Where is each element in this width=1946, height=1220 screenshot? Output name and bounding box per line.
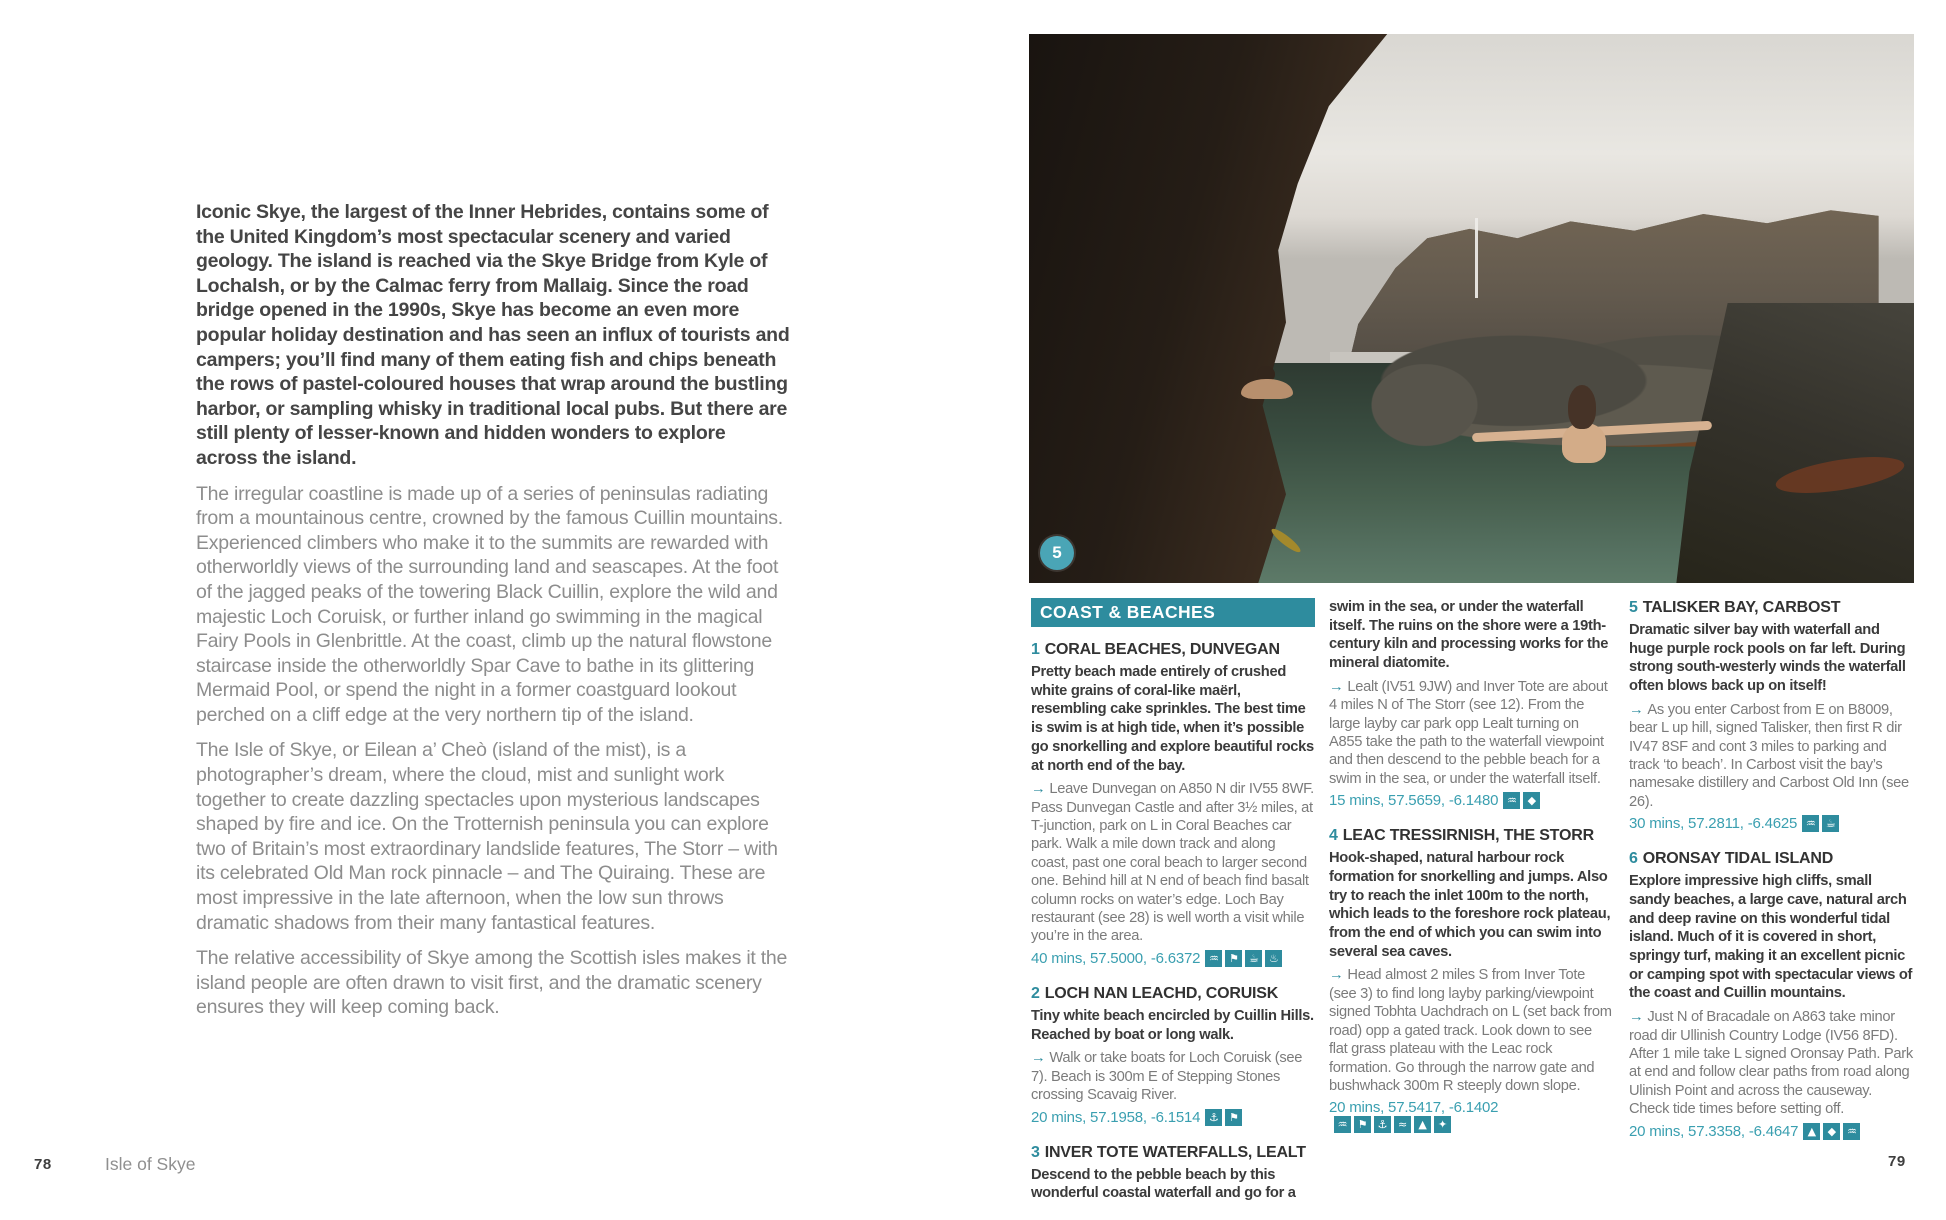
listing-number: 4	[1329, 827, 1338, 845]
canoe-icon: ⚓	[1374, 1116, 1391, 1133]
listing-title-text: INVER TOTE WATERFALLS, LEALT	[1044, 1143, 1306, 1161]
swim-icon: ♒	[1503, 792, 1520, 809]
listings-column-1	[1031, 598, 1315, 1220]
activity-icons	[1503, 792, 1540, 809]
swimmer-male-shoulders	[1241, 379, 1293, 399]
time-coordinates: 30 mins, 57.2811, -6.4625	[1629, 815, 1798, 833]
directions-text: As you enter Carbost from E on B8009, bear L up hill, signed Talisker, then first R dir IV47 8SF and cont 3 miles to parking and track ‘to beach’. In Carbost visit the bay’s namesake distillery and Carbost Old Inn (see 26).	[1629, 701, 1909, 810]
listing-title-text: LEAC TRESSIRNISH, THE STORR	[1342, 827, 1594, 845]
swimmer-female-head	[1568, 385, 1596, 429]
listing-meta	[1629, 815, 1913, 832]
listing-title-text: CORAL BEACHES, DUNVEGAN	[1044, 641, 1280, 658]
directions-text: Lealt (IV51 9JW) and Inver Tote are about 4 miles N of The Storr (see 12). From the large layby car park opp Lealt turning on A855 take the path to the waterfall viewpoint and then descend to the pebble beach for a swim in the sea, or under the waterfall itself.	[1329, 678, 1608, 787]
listing-description: Dramatic silver bay with waterfall and huge purple rock pools on far left. During strong south-westerly winds the waterfall often blows back up on itself!	[1629, 622, 1906, 695]
listing-leac-tressirnish	[1329, 826, 1613, 1133]
listing-directions	[1329, 966, 1613, 1095]
pub-icon: ☕	[1822, 815, 1839, 832]
snorkel-icon: ♒	[1205, 950, 1222, 967]
listing-number: 2	[1031, 984, 1040, 1002]
activity-icons	[1803, 1123, 1860, 1140]
directions-text: Head almost 2 miles S from Inver Tote (see 3) to find long layby parking/viewpoint signed Tobhta Uachdrach on L (set back from road) opp a gated track. Look down to see flat grass plateau with the Leac rock formation. Go through the narrow gate and bushwhack 300m R steeply down slope.	[1329, 967, 1612, 1094]
boat-icon: ⚓	[1205, 1109, 1222, 1126]
time-coordinates: 20 mins, 57.3358, -6.4647	[1629, 1122, 1799, 1140]
activity-icons	[1205, 950, 1282, 967]
listing-meta	[1629, 1123, 1913, 1140]
listing-directions	[1031, 1049, 1315, 1104]
listing-meta	[1031, 950, 1315, 967]
listing-number: 5	[1629, 599, 1638, 616]
photo-number-badge: 5	[1040, 536, 1074, 570]
listing-description: Pretty beach made entirely of crushed white grains of coral-like maërl, resembling cake sprinkles. The best time is swim is at high tide, when it’s possible go snorkelling and explore beautiful rocks at north end of the bay.	[1031, 664, 1314, 774]
page-number-right: 79	[1888, 1153, 1906, 1170]
drink-icon: ♨	[1265, 950, 1282, 967]
section-header: COAST & BEACHES	[1031, 598, 1315, 627]
swimmer-female-torso	[1562, 423, 1606, 463]
arrow-icon: →	[1329, 678, 1344, 695]
listing-title	[1329, 826, 1613, 845]
activity-icons	[1334, 1116, 1451, 1133]
arrow-icon: →	[1031, 1050, 1046, 1067]
listing-title	[1031, 1143, 1315, 1162]
rock-pool-photo	[1029, 34, 1914, 583]
arrow-icon: →	[1629, 701, 1644, 718]
time-coordinates: 20 mins, 57.5417, -6.1402	[1329, 1099, 1499, 1117]
listing-inver-tote-continued	[1329, 598, 1613, 809]
directions-text: Just N of Bracadale on A863 take minor road dir Ullinish Country Lodge (IV56 8FD). After 1 mile take L signed Oronsay Path. Park at end and follow clear paths from road along Ulinish Point and across the causeway. Check tide times before setting off.	[1629, 1009, 1913, 1118]
activity-icons	[1802, 815, 1839, 832]
arrow-icon: →	[1329, 967, 1344, 984]
listing-meta	[1031, 1109, 1315, 1126]
food-icon: ☕	[1245, 950, 1262, 967]
listing-loch-nan-leachd	[1031, 984, 1315, 1126]
intro-text-block	[196, 200, 790, 1031]
arrow-icon: →	[1629, 1009, 1644, 1026]
listing-directions	[1629, 1008, 1913, 1118]
listing-meta	[1329, 792, 1613, 809]
listing-meta	[1329, 1099, 1613, 1133]
kiln-ruins-icon: ◆	[1523, 792, 1540, 809]
swimmer-male	[1237, 366, 1297, 406]
directions-text: Leave Dunvegan on A850 N dir IV55 8WF. Pass Dunvegan Castle and after 3½ miles, at T-junction, park on L in Coral Beaches car park. Walk a mile down track and along coast, past one coral beach to larger second one. Behind hill at N end of beach find basalt column rocks on water’s edge. Loch Bay restaurant (see 28) is well worth a visit while you’re in the area.	[1031, 781, 1314, 945]
cave-icon: ◆	[1823, 1123, 1840, 1140]
listing-title	[1031, 984, 1315, 1003]
scramble-icon: ✦	[1434, 1116, 1451, 1133]
listing-title-text: TALISKER BAY, CARBOST	[1642, 599, 1841, 616]
listing-inver-tote-start	[1031, 1143, 1315, 1203]
camp-icon: ▲	[1803, 1123, 1820, 1140]
listing-oronsay-tidal-island	[1629, 849, 1913, 1139]
listing-description: swim in the sea, or under the waterfall itself. The ruins on the shore were a 19th-century kiln and processing works for the mineral diatomite.	[1329, 599, 1609, 672]
activity-icons	[1205, 1109, 1242, 1126]
page-number-left: 78	[34, 1156, 52, 1173]
listings-column-3	[1629, 598, 1913, 1157]
left-page-footer	[34, 1154, 196, 1174]
listing-directions	[1629, 701, 1913, 811]
listing-title	[1629, 849, 1913, 868]
swim-icon: ♒	[1802, 815, 1819, 832]
listing-description: Hook-shaped, natural harbour rock formation for snorkelling and jumps. Also try to reach the inlet 100m to the north, which leads to the foreshore rock plateau, from the end of which you can swim into several sea caves.	[1329, 850, 1611, 960]
photo-waterfall	[1475, 218, 1478, 298]
swim-icon: ♒	[1334, 1116, 1351, 1133]
listing-number: 6	[1629, 850, 1638, 868]
snorkel-icon: ≈	[1394, 1116, 1411, 1133]
swimmer-female	[1472, 385, 1712, 471]
time-coordinates: 40 mins, 57.5000, -6.6372	[1031, 949, 1201, 967]
listing-directions	[1329, 678, 1613, 788]
intro-paragraph-lead: Iconic Skye, the largest of the Inner Hebrides, contains some of the United Kingdom’s most spectacular scenery and varied geology. The island is reached via the Skye Bridge from Kyle of Lochalsh, or by the Calmac ferry from Mallaig. Since the road bridge opened in the 1990s, Skye has become an even more popular holiday destination and has seen an influx of tourists and campers; you’ll find many of them eating fish and chips beneath the rows of pastel-coloured houses that wrap around the bustling harbor, or sampling whisky in traditional local pubs. But there are still plenty of lesser-known and hidden wonders to explore across the island.	[196, 201, 790, 469]
walk-icon: ⚑	[1354, 1116, 1371, 1133]
chapter-title: Isle of Skye	[105, 1154, 196, 1174]
listing-title-text: LOCH NAN LEACHD, CORUISK	[1044, 984, 1279, 1002]
listings-column-2	[1329, 598, 1613, 1150]
intro-paragraph: The relative accessibility of Skye among the Scottish isles makes it the island people are often drawn to visit first, and the dramatic scenery ensures they will keep coming back.	[196, 947, 788, 1019]
walk-icon: ⚑	[1225, 1109, 1242, 1126]
listing-talisker-bay	[1629, 598, 1913, 832]
time-coordinates: 15 mins, 57.5659, -6.1480	[1329, 792, 1499, 810]
listing-number: 3	[1031, 1143, 1040, 1161]
tide-icon: ♒	[1843, 1123, 1860, 1140]
jump-icon: ▲	[1414, 1116, 1431, 1133]
listing-number: 1	[1031, 641, 1040, 658]
listing-description: Descend to the pebble beach by this wonderful coastal waterfall and go for a	[1031, 1166, 1296, 1202]
listing-description: Explore impressive high cliffs, small sandy beaches, a large cave, natural arch and deep ravine on this wonderful tidal island. Much of it is covered in short, springy turf, making it an excellent picnic or camping spot with spectacular views of the coast and Cuillin mountains.	[1629, 873, 1913, 1002]
directions-text: Walk or take boats for Loch Coruisk (see 7). Beach is 300m E of Stepping Stones crossing Scavaig River.	[1031, 1050, 1303, 1104]
intro-paragraph: The Isle of Skye, or Eilean a’ Cheò (island of the mist), is a photographer’s dream, where the cloud, mist and sunlight work together to create dazzling spectacles upon mysterious landscapes shaped by fire and ice. On the Trotternish peninsula you can explore two of Britain’s most extraordinary landslide features, The Storr – with its celebrated Old Man rock pinnacle – and The Quiraing. These are most impressive in the late afternoon, when the low sun throws dramatic shadows from their many fantastical features.	[196, 739, 778, 934]
listing-title	[1031, 640, 1315, 659]
listing-title	[1629, 598, 1913, 617]
listing-directions	[1031, 780, 1315, 946]
arrow-icon: →	[1031, 781, 1046, 798]
intro-paragraph: The irregular coastline is made up of a series of peninsulas radiating from a mountainous centre, crowned by the famous Cuillin mountains. Experienced climbers who make it to the summits are rewarded with otherworldly views of the surrounding land and seascapes. At the foot of the jagged peaks of the towering Black Cuillin, explore the wild and majestic Loch Coruisk, or further inland go swimming in the magical Fairy Pools in Glenbrittle. At the coast, climb up the natural flowstone staircase inside the otherworldly Spar Cave to bathe in its glittering Mermaid Pool, or spend the night in a former coastguard lookout perched on a cliff edge at the very northern tip of the island.	[196, 482, 783, 726]
listing-coral-beaches	[1031, 640, 1315, 967]
walk-icon: ⚑	[1225, 950, 1242, 967]
listing-description: Tiny white beach encircled by Cuillin Hills. Reached by boat or long walk.	[1031, 1007, 1314, 1043]
listing-title-text: ORONSAY TIDAL ISLAND	[1642, 850, 1834, 868]
time-coordinates: 20 mins, 57.1958, -6.1514	[1031, 1108, 1201, 1126]
